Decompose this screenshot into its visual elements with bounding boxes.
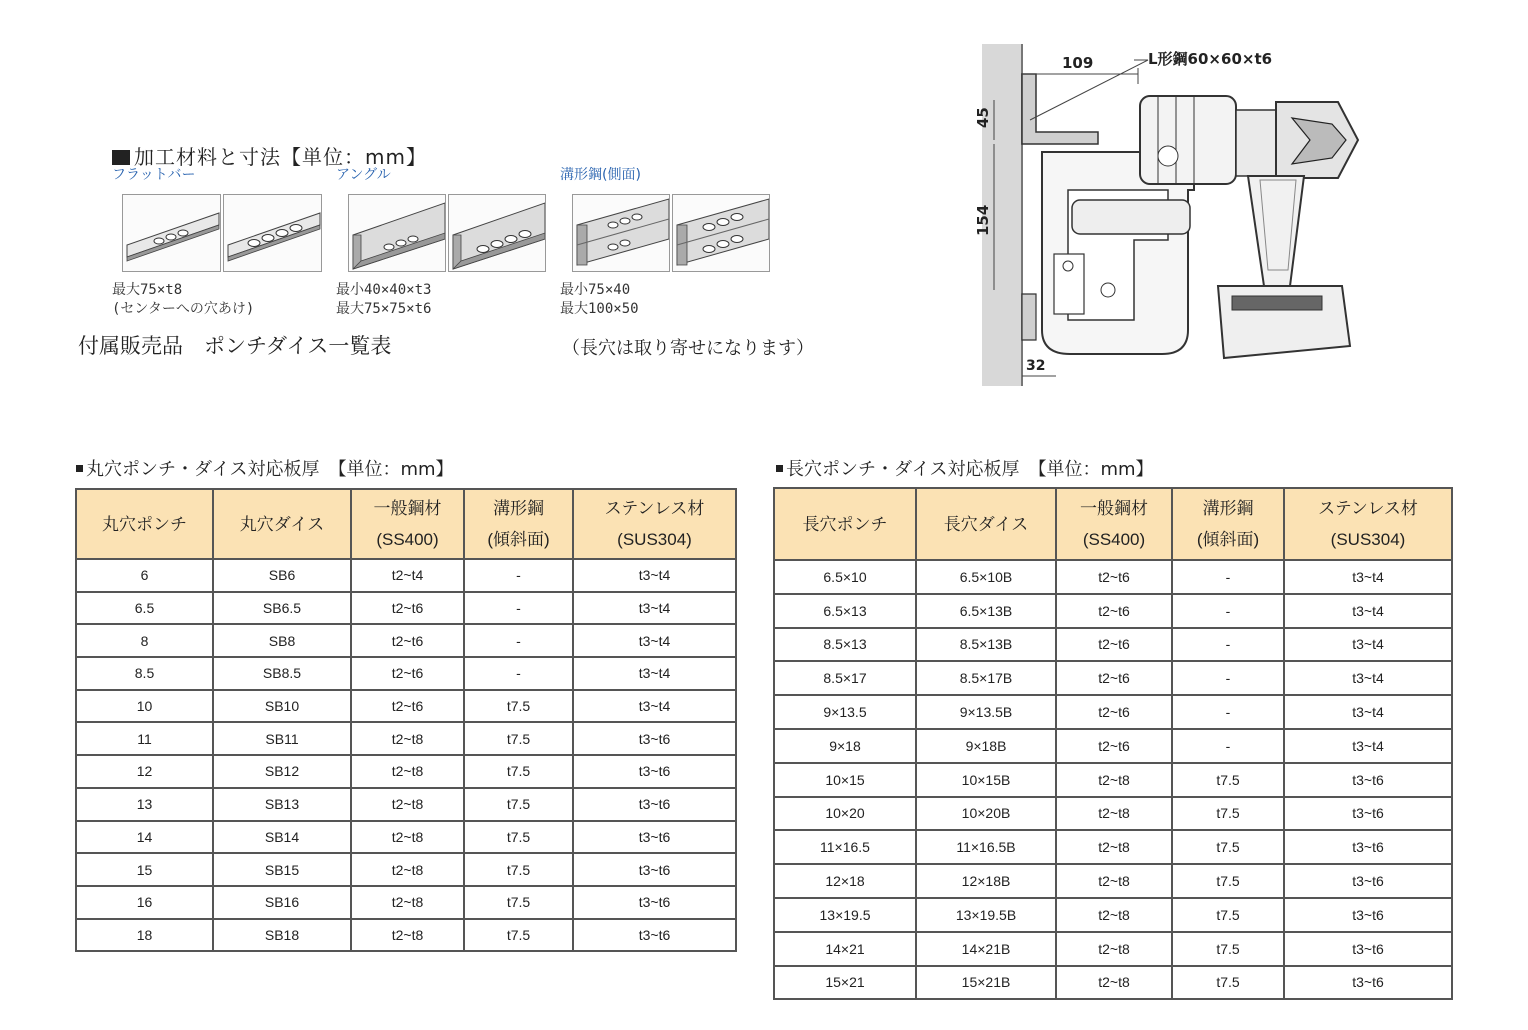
cell-die: SB8 (213, 624, 351, 657)
cell-general-steel: t2~t6 (1056, 661, 1172, 695)
cell-channel-steel: - (1172, 661, 1284, 695)
table-row (76, 559, 736, 592)
dim-109: 109 (1062, 54, 1094, 72)
dim-154: 154 (974, 204, 992, 236)
header-round-die: 丸穴ダイス (213, 489, 351, 559)
header-channel-steel: 溝形鋼 (傾斜面) (464, 489, 573, 559)
cell-stainless: t3~t4 (1284, 695, 1452, 729)
table-row (76, 657, 736, 690)
table-row (76, 919, 736, 952)
cell-die: SB12 (213, 755, 351, 788)
cell-stainless: t3~t4 (573, 592, 736, 625)
cell-general-steel: t2~t8 (351, 755, 464, 788)
cell-punch: 6.5 (76, 592, 213, 625)
cell-channel-steel: t7.5 (464, 755, 573, 788)
cell-die: 8.5×13B (916, 628, 1056, 662)
cell-punch: 12×18 (774, 864, 916, 898)
cell-channel-steel: t7.5 (1172, 932, 1284, 966)
cell-channel-steel: t7.5 (464, 919, 573, 952)
header-long-punch: 長穴ポンチ (774, 488, 916, 560)
table-row (774, 797, 1452, 831)
cell-die: 10×15B (916, 763, 1056, 797)
cell-die: 8.5×17B (916, 661, 1056, 695)
cell-channel-steel: t7.5 (464, 853, 573, 886)
cell-channel-steel: - (464, 559, 573, 592)
table-row (774, 661, 1452, 695)
cell-general-steel: t2~t6 (1056, 628, 1172, 662)
cell-die: 6.5×10B (916, 560, 1056, 594)
cell-general-steel: t2~t6 (1056, 594, 1172, 628)
round-punch-table (75, 488, 737, 952)
material-dim: 最小75×40 (560, 282, 631, 298)
cell-channel-steel: - (1172, 560, 1284, 594)
cell-stainless: t3~t6 (1284, 830, 1452, 864)
cell-general-steel: t2~t8 (351, 853, 464, 886)
tool-diagram (958, 40, 1378, 390)
cell-general-steel: t2~t8 (1056, 864, 1172, 898)
cell-general-steel: t2~t6 (351, 592, 464, 625)
cell-die: SB6 (213, 559, 351, 592)
cell-general-steel: t2~t8 (1056, 797, 1172, 831)
header-general-steel: 一般鋼材 (SS400) (351, 489, 464, 559)
channel-image (672, 194, 770, 272)
header-stainless: ステンレス材 (SUS304) (1284, 488, 1452, 560)
materials-title: 加工材料と寸法【単位：mm】 (112, 141, 427, 170)
cell-stainless: t3~t6 (573, 853, 736, 886)
table-row (774, 898, 1452, 932)
cell-stainless: t3~t4 (573, 559, 736, 592)
table-row (76, 690, 736, 723)
cell-general-steel: t2~t8 (351, 886, 464, 919)
round-table-title: 丸穴ポンチ・ダイス対応板厚 【単位：mm】 (76, 455, 454, 481)
cell-stainless: t3~t6 (573, 919, 736, 952)
cell-punch: 8 (76, 624, 213, 657)
long-table-title: 長穴ポンチ・ダイス対応板厚 【単位：mm】 (776, 455, 1154, 481)
cell-stainless: t3~t6 (1284, 763, 1452, 797)
cell-channel-steel: t7.5 (464, 722, 573, 755)
table-row (774, 763, 1452, 797)
cell-punch: 12 (76, 755, 213, 788)
cell-stainless: t3~t4 (1284, 661, 1452, 695)
header-general-steel: 一般鋼材 (SS400) (1056, 488, 1172, 560)
cell-die: SB8.5 (213, 657, 351, 690)
table-row (774, 594, 1452, 628)
cell-general-steel: t2~t8 (1056, 932, 1172, 966)
cell-channel-steel: t7.5 (464, 690, 573, 723)
cell-punch: 8.5×13 (774, 628, 916, 662)
cell-channel-steel: - (1172, 729, 1284, 763)
header-round-punch: 丸穴ポンチ (76, 489, 213, 559)
diagram-label-lsteel: L形鋼60×60×t6 (1148, 50, 1273, 68)
cell-punch: 6.5×10 (774, 560, 916, 594)
cell-channel-steel: - (464, 624, 573, 657)
cell-die: 11×16.5B (916, 830, 1056, 864)
cell-punch: 16 (76, 886, 213, 919)
material-label: アングル (336, 167, 391, 183)
table-row (774, 932, 1452, 966)
header-long-die: 長穴ダイス (916, 488, 1056, 560)
cell-stainless: t3~t6 (573, 886, 736, 919)
cell-stainless: t3~t6 (573, 821, 736, 854)
cell-channel-steel: t7.5 (1172, 763, 1284, 797)
cell-die: 9×13.5B (916, 695, 1056, 729)
header-stainless: ステンレス材 (SUS304) (573, 489, 736, 559)
cell-die: SB10 (213, 690, 351, 723)
cell-punch: 18 (76, 919, 213, 952)
cell-channel-steel: t7.5 (1172, 898, 1284, 932)
cell-die: SB11 (213, 722, 351, 755)
square-bullet-icon (776, 465, 783, 472)
cell-general-steel: t2~t8 (351, 788, 464, 821)
cell-punch: 15×21 (774, 966, 916, 1000)
table-row (774, 560, 1452, 594)
cell-stainless: t3~t4 (573, 657, 736, 690)
cell-general-steel: t2~t8 (351, 821, 464, 854)
cell-punch: 6 (76, 559, 213, 592)
material-dim: 最大100×50 (560, 301, 639, 317)
cell-channel-steel: t7.5 (464, 821, 573, 854)
cell-stainless: t3~t6 (573, 722, 736, 755)
cell-general-steel: t2~t6 (1056, 729, 1172, 763)
cell-channel-steel: t7.5 (1172, 864, 1284, 898)
cell-channel-steel: - (1172, 695, 1284, 729)
cell-punch: 10 (76, 690, 213, 723)
cell-die: 15×21B (916, 966, 1056, 1000)
cell-punch: 11×16.5 (774, 830, 916, 864)
cell-general-steel: t2~t8 (351, 919, 464, 952)
table-row (774, 729, 1452, 763)
cell-stainless: t3~t4 (1284, 594, 1452, 628)
cell-channel-steel: t7.5 (1172, 797, 1284, 831)
material-dim: 最大75×75×t6 (336, 301, 432, 317)
cell-die: 13×19.5B (916, 898, 1056, 932)
cell-punch: 13 (76, 788, 213, 821)
cell-die: 9×18B (916, 729, 1056, 763)
table-row (774, 830, 1452, 864)
cell-die: SB18 (213, 919, 351, 952)
cell-channel-steel: - (464, 657, 573, 690)
dim-45: 45 (974, 107, 992, 128)
cell-stainless: t3~t4 (573, 624, 736, 657)
material-angle (336, 164, 546, 319)
table-row (76, 755, 736, 788)
cell-punch: 8.5×17 (774, 661, 916, 695)
material-dim: 最大75×t8 (112, 282, 183, 298)
cell-stainless: t3~t6 (1284, 864, 1452, 898)
cell-channel-steel: - (464, 592, 573, 625)
material-channel (560, 164, 770, 319)
cell-punch: 11 (76, 722, 213, 755)
material-label: フラットバー (112, 167, 196, 183)
table-row (774, 966, 1452, 1000)
cell-stainless: t3~t6 (1284, 966, 1452, 1000)
table-row (76, 624, 736, 657)
table-row (76, 821, 736, 854)
cell-general-steel: t2~t8 (1056, 763, 1172, 797)
cell-stainless: t3~t4 (1284, 729, 1452, 763)
cell-punch: 15 (76, 853, 213, 886)
cell-punch: 6.5×13 (774, 594, 916, 628)
cell-channel-steel: t7.5 (1172, 830, 1284, 864)
cell-die: SB6.5 (213, 592, 351, 625)
cell-stainless: t3~t6 (1284, 797, 1452, 831)
cell-stainless: t3~t4 (573, 690, 736, 723)
table-header-row (76, 489, 736, 559)
cell-general-steel: t2~t8 (1056, 830, 1172, 864)
flatbar-image (122, 194, 221, 272)
cell-punch: 14 (76, 821, 213, 854)
square-bullet-icon (76, 465, 83, 472)
long-punch-table (773, 487, 1453, 1000)
header-channel-steel: 溝形鋼 (傾斜面) (1172, 488, 1284, 560)
table-header-row (774, 488, 1452, 560)
material-dim: (センターへの穴あけ) (112, 301, 255, 317)
angle-image (348, 194, 446, 272)
cell-punch: 9×13.5 (774, 695, 916, 729)
cell-stainless: t3~t6 (1284, 898, 1452, 932)
material-label: 溝形鋼(側面) (560, 167, 641, 183)
cell-die: 10×20B (916, 797, 1056, 831)
square-bullet-icon (112, 150, 130, 165)
cell-die: SB16 (213, 886, 351, 919)
cell-punch: 14×21 (774, 932, 916, 966)
table-row (76, 592, 736, 625)
cell-punch: 8.5 (76, 657, 213, 690)
cell-punch: 10×15 (774, 763, 916, 797)
table-row (774, 864, 1452, 898)
material-flatbar (112, 164, 322, 319)
material-dim: 最小40×40×t3 (336, 282, 432, 298)
cell-channel-steel: t7.5 (464, 788, 573, 821)
cell-channel-steel: t7.5 (464, 886, 573, 919)
angle-image (448, 194, 546, 272)
cell-general-steel: t2~t4 (351, 559, 464, 592)
table-row (76, 853, 736, 886)
table-row (76, 788, 736, 821)
cell-stainless: t3~t6 (573, 788, 736, 821)
channel-image (572, 194, 670, 272)
cell-channel-steel: t7.5 (1172, 966, 1284, 1000)
cell-general-steel: t2~t6 (1056, 560, 1172, 594)
cell-stainless: t3~t6 (573, 755, 736, 788)
flatbar-image (223, 194, 322, 272)
cell-punch: 10×20 (774, 797, 916, 831)
cell-die: 12×18B (916, 864, 1056, 898)
cell-general-steel: t2~t8 (1056, 898, 1172, 932)
cell-stainless: t3~t6 (1284, 932, 1452, 966)
cell-general-steel: t2~t6 (351, 690, 464, 723)
table-row (774, 628, 1452, 662)
cell-general-steel: t2~t6 (1056, 695, 1172, 729)
cell-channel-steel: - (1172, 628, 1284, 662)
table-row (76, 886, 736, 919)
cell-general-steel: t2~t6 (351, 657, 464, 690)
cell-die: SB15 (213, 853, 351, 886)
cell-stainless: t3~t4 (1284, 628, 1452, 662)
cell-die: SB13 (213, 788, 351, 821)
cell-die: 6.5×13B (916, 594, 1056, 628)
cell-die: 14×21B (916, 932, 1056, 966)
table-row (774, 695, 1452, 729)
cell-general-steel: t2~t8 (351, 722, 464, 755)
cell-general-steel: t2~t6 (351, 624, 464, 657)
table-row (76, 722, 736, 755)
dim-32: 32 (1026, 358, 1046, 374)
accessory-note: 付属販売品 ポンチダイス一覧表 (78, 334, 392, 358)
cell-punch: 9×18 (774, 729, 916, 763)
cell-channel-steel: - (1172, 594, 1284, 628)
cell-stainless: t3~t4 (1284, 560, 1452, 594)
cell-punch: 13×19.5 (774, 898, 916, 932)
order-note: （長穴は取り寄せになります） (562, 338, 814, 359)
cell-general-steel: t2~t8 (1056, 966, 1172, 1000)
cell-die: SB14 (213, 821, 351, 854)
